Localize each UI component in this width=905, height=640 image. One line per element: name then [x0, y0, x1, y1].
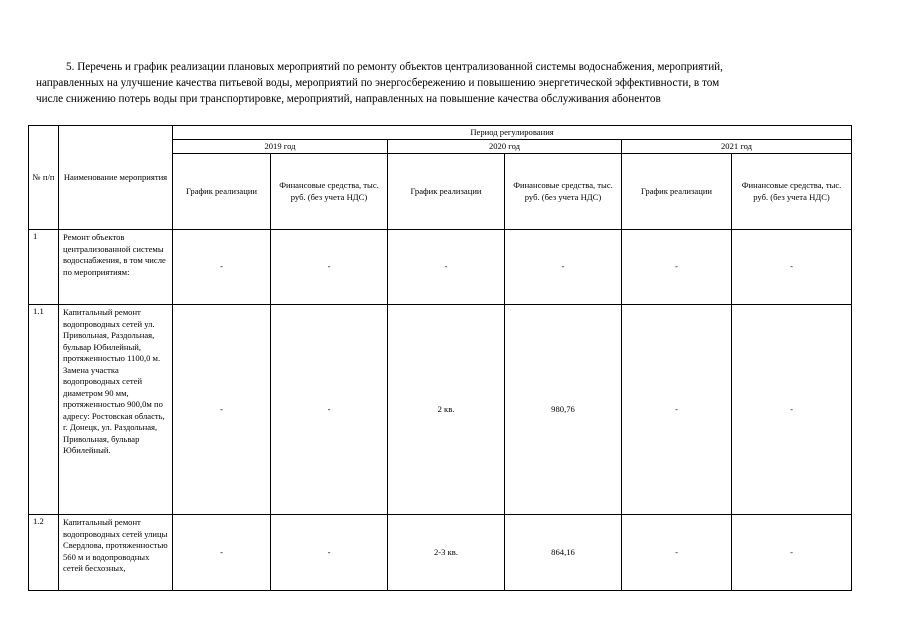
heading-line-2: направленных на улучшение качества питьевой воды, мероприятий по энергосбережению и повышению энергетической эффективности, в том — [36, 77, 720, 89]
cell-schedule-2021: - — [622, 515, 732, 591]
cell-finance-2021: - — [732, 515, 852, 591]
cell-schedule-2019: - — [173, 515, 271, 591]
row-num: 1.2 — [29, 515, 59, 591]
cell-finance-2020: - — [505, 230, 622, 305]
cell-schedule-2020: - — [388, 230, 505, 305]
header-year-2019: 2019 год — [173, 140, 388, 154]
row-name: Ремонт объектов централизованной системы водоснабжения, в том числе по мероприятиям: — [59, 230, 173, 305]
header-year-2020: 2020 год — [388, 140, 622, 154]
schedule-table — [28, 125, 852, 591]
row-name: Капитальный ремонт водопроводных сетей ул. Привольная, Раздольная, бульвар Юбилейный, протяженностью 1100,0 м. Замена участка водопроводных сетей диаметром 90 мм, протяженностью 900,0м по адресу: Ростовская область, г. Донецк, ул. Раздольная, Привольная, бульвар Юбилейный. — [59, 305, 173, 515]
header-finance-2020: Финансовые средства, тыс. руб. (без учета НДС) — [505, 154, 622, 230]
cell-finance-2021: - — [732, 230, 852, 305]
cell-schedule-2020: 2 кв. — [388, 305, 505, 515]
cell-finance-2019: - — [271, 515, 388, 591]
cell-schedule-2020: 2-3 кв. — [388, 515, 505, 591]
row-num: 1 — [29, 230, 59, 305]
table-row — [29, 230, 852, 305]
cell-finance-2020: 864,16 — [505, 515, 622, 591]
heading-line-3: числе снижению потерь воды при транспортировке, мероприятий, направленных на повышение качества обслуживания абонентов — [36, 93, 661, 105]
header-year-2021: 2021 год — [622, 140, 852, 154]
heading-line-1: 5. Перечень и график реализации плановых мероприятий по ремонту объектов централизованной системы водоснабжения, мероприятий, — [66, 61, 723, 73]
cell-schedule-2019: - — [173, 305, 271, 515]
cell-schedule-2019: - — [173, 230, 271, 305]
header-period: Период регулирования — [173, 126, 852, 140]
header-num: № п/п — [29, 126, 59, 230]
cell-finance-2019: - — [271, 230, 388, 305]
header-row-period — [29, 126, 852, 140]
row-name: Капитальный ремонт водопроводных сетей улицы Свердлова, протяженностью 560 м и водопроводных сетей бесхозных, — [59, 515, 173, 591]
header-finance-2021: Финансовые средства, тыс. руб. (без учета НДС) — [732, 154, 852, 230]
header-schedule-2021: График реализации — [622, 154, 732, 230]
cell-finance-2021: - — [732, 305, 852, 515]
header-name: Наименование мероприятия — [59, 126, 173, 230]
row-num: 1.1 — [29, 305, 59, 515]
cell-schedule-2021: - — [622, 305, 732, 515]
header-schedule-2020: График реализации — [388, 154, 505, 230]
section-heading — [36, 59, 860, 107]
cell-schedule-2021: - — [622, 230, 732, 305]
cell-finance-2019: - — [271, 305, 388, 515]
header-finance-2019: Финансовые средства, тыс. руб. (без учета НДС) — [271, 154, 388, 230]
header-schedule-2019: График реализации — [173, 154, 271, 230]
table-row — [29, 515, 852, 591]
cell-finance-2020: 980,76 — [505, 305, 622, 515]
table-row — [29, 305, 852, 515]
